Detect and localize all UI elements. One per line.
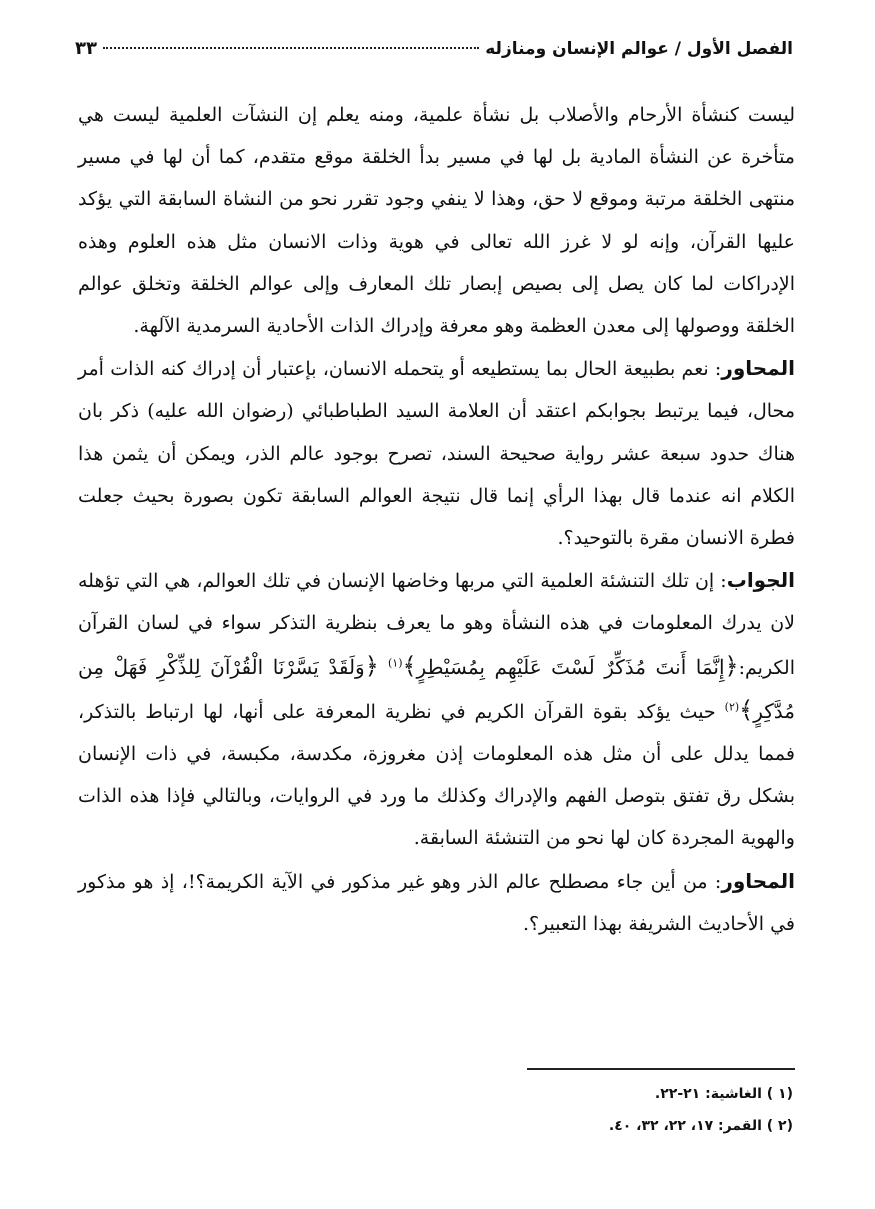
paragraph-interviewer-question	[78, 347, 795, 559]
footnote-ref-2: (٢)	[724, 700, 740, 714]
answer-label: الجواب	[726, 568, 795, 593]
interviewer-question-text: : نعم بطبيعة الحال بما يستطيعه أو يتحمله الانسان، بإعتبار أن إدراك كنه الذات أمر محال، فيما يرتبط بجوابكم اعتقد أن العلامة السيد الطباطبائي (رضوان الله عليه) ذكر بان هناك حدود سبعة عشر رواية صحيحة السند، تصرح بوجود عالم الذر، ويمكن أن يثمن هذا الكلام انه عندما قال بهذا الرأي إنما قال نتيجة العوالم السابقة تكون بصورة بحيث جعلت فطرة الانسان مقرة بالتوحيد؟.	[78, 358, 796, 550]
running-header	[75, 38, 793, 72]
answer-text-start: : إن تلك التنشئة العلمية التي مربها وخاضها الإنسان في تلك العوالم، هي التي تؤهله لان يدرك المعلومات في هذه النشأة وهو ما يعرف بنظرية التذكر سواء في لسان القرآن الكريم:	[78, 570, 795, 679]
leader-dots	[103, 47, 479, 49]
interviewer-label-2: المحاور	[721, 868, 795, 893]
footnote-1: (١ ) الغاشية: ٢١-٢٢.	[654, 1086, 793, 1102]
answer-text-end: حيث يؤكد بقوة القرآن الكريم في نظرية المعرفة على أنها، لها ارتباط بالتذكر، فمما يدلل على أن مثل هذه المعلومات إذن مغروزة، مكدسة، مكبسة، في ذات الإنسان بشكل رق تفتق بتوصل الفهم والإدراك وكذلك ما ورد في الروايات، وبالتالي فإذا هذه الذات والهوية المجردة كان لها نحو من التنشئة السابقة.	[78, 700, 795, 850]
footnote-separator	[527, 1068, 795, 1070]
paragraph-intro: ليست كنشأة الأرحام والأصلاب بل نشأة علمية، ومنه يعلم إن النشآت العلمية ليست هي متأخرة عن النشأة المادية بل لها في مسير بدأ الخلقة موقع متقدم، كما أن لها في مسير منتهى الخلقة مرتبة وموقع لا حق، وهذا لا ينفي وجود تقرر نحو من النشاة السابقة التي يؤكد عليها القرآن، وإنه لو لا غرز الله تعالى في هوية وذات الانسان مثل هذه العلوم وهذه الإدراكات لما كان يصل إلى بصيص إبصار تلك المعارف وإلى عوالم الخلقة وتخلق عوالم الخلقة ووصولها إلى معدن العظمة وهو معرفة وإدراك الذات الأحادية السرمدية الآلهة.	[78, 104, 795, 338]
quran-verse-2: وَلَقَدْ يَسَّرْنَا الْقُرْآنَ لِلذِّكْرِ فَهَلْ مِن مُدَّكِرٍ	[78, 654, 795, 723]
footnote-ref-1: (١)	[387, 656, 403, 670]
paragraph-interviewer-question-2	[78, 860, 795, 945]
quran-verse-1: إِنَّمَا أَنتَ مُذَكِّرٌ لَسْتَ عَلَيْهِم بِمُسَيْطِرٍ	[416, 654, 725, 679]
interviewer-question-text-2: : من أين جاء مصطلح عالم الذر وهو غير مذكور في الآية الكريمة؟!، إذ هو مذكور في الأحاديث الشريفة بهذا التعبير؟.	[78, 870, 795, 935]
paragraph-answer	[78, 559, 795, 859]
quran-bracket-open-1: ﴿	[724, 651, 739, 680]
quran-bracket-open-2: ﴿	[364, 651, 379, 680]
main-text	[78, 94, 795, 945]
quran-bracket-close-2: ﴾	[739, 695, 754, 724]
page-number: ٣٣	[75, 38, 97, 59]
quran-bracket-close-1: ﴾	[402, 651, 417, 680]
footnotes	[80, 1078, 793, 1142]
chapter-title: الفصل الأول / عوالم الإنسان ومنازله	[485, 39, 793, 59]
footnote-2: (٢ ) القمر: ١٧، ٢٢، ٣٢، ٤٠.	[608, 1118, 793, 1134]
interviewer-label: المحاور	[721, 356, 795, 381]
